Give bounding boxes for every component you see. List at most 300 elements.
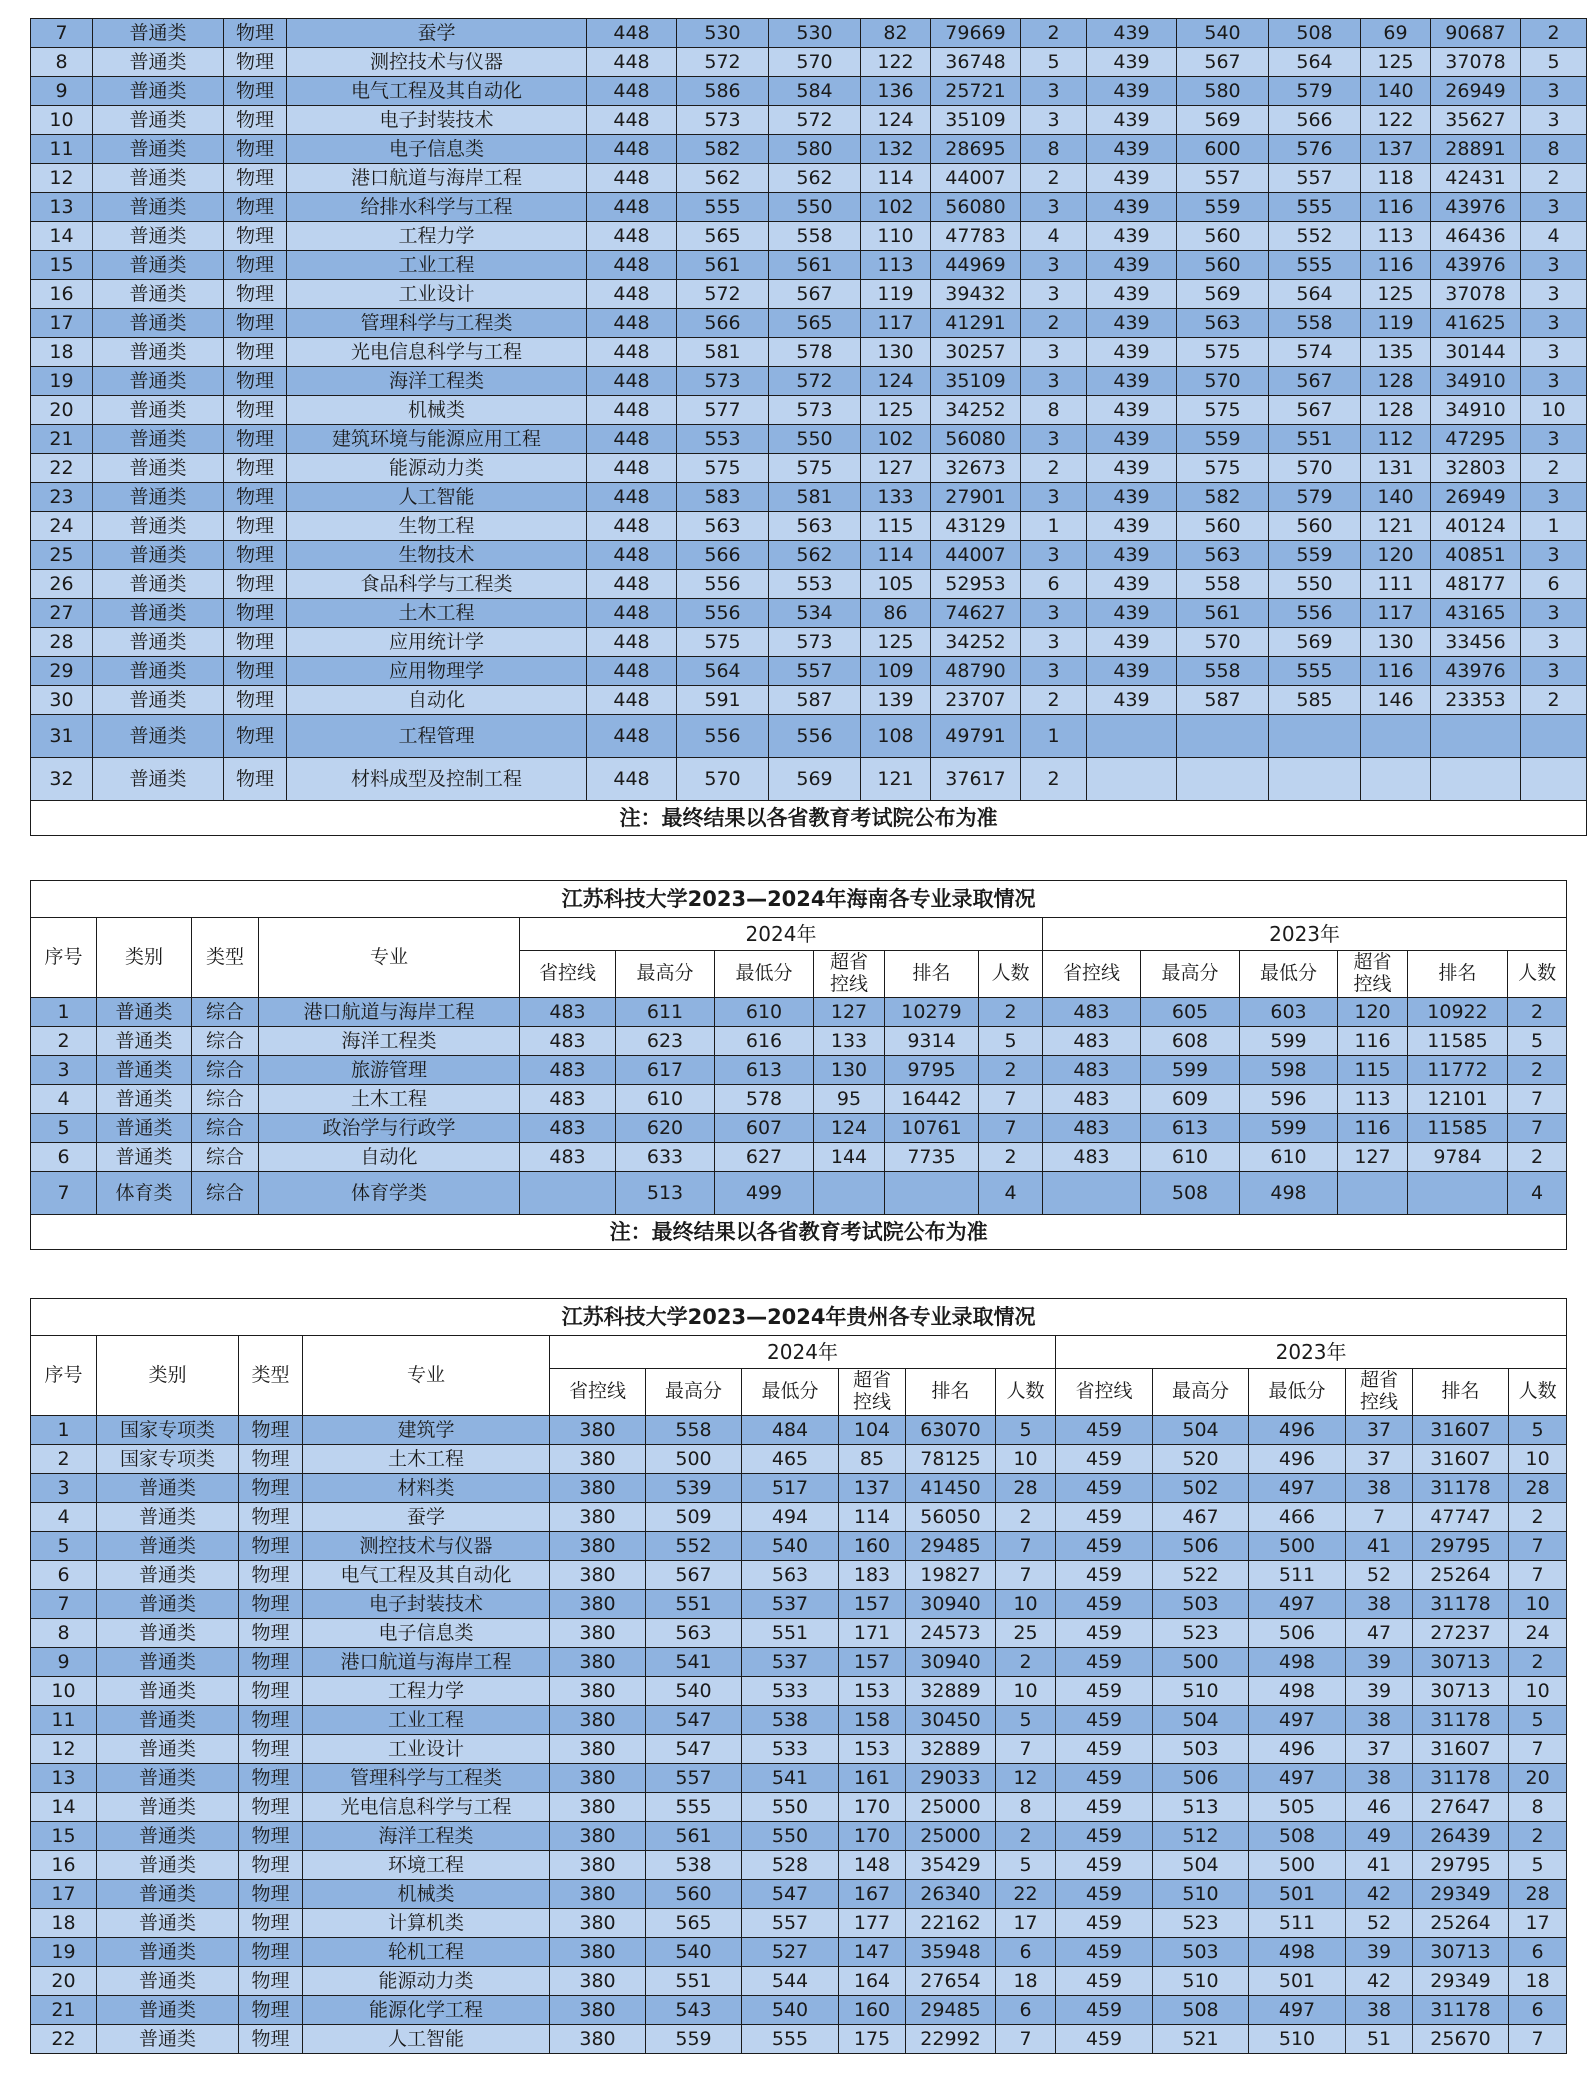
table-cell: 7: [1509, 1532, 1567, 1561]
table-cell: [1087, 715, 1177, 758]
table-row: [31, 309, 1587, 338]
table-cell: 7: [1509, 2025, 1567, 2054]
table-cell: 物理: [239, 1938, 303, 1967]
table-cell: 6: [1509, 1938, 1567, 1967]
table-cell: 普通类: [93, 657, 224, 686]
table-cell: 448: [587, 309, 677, 338]
table-cell: 2: [1021, 19, 1087, 48]
table-cell: 1: [1521, 512, 1587, 541]
table-cell: 599: [1240, 1114, 1338, 1143]
table-cell: 1: [31, 998, 97, 1027]
table-cell: 116: [1338, 1114, 1408, 1143]
table-cell: 17: [31, 309, 93, 338]
table-cell: 20: [31, 396, 93, 425]
table-cell: 555: [742, 2025, 839, 2054]
table-cell: 国家专项类: [97, 1445, 239, 1474]
table-cell: 508: [1153, 1996, 1249, 2025]
table-cell: 496: [1249, 1445, 1346, 1474]
table-cell: 560: [1177, 222, 1269, 251]
table-cell: 24: [31, 512, 93, 541]
table-cell: 物理: [239, 1793, 303, 1822]
table-cell: [1521, 758, 1587, 801]
table-row: [31, 1085, 1567, 1114]
table-cell: 2: [1021, 164, 1087, 193]
table-cell: 577: [677, 396, 769, 425]
table-cell: 2: [1509, 1648, 1567, 1677]
sub-header-cell: 省控线: [1043, 951, 1141, 998]
table-cell: 439: [1087, 512, 1177, 541]
table-cell: 普通类: [93, 222, 224, 251]
table-cell: 557: [742, 1909, 839, 1938]
table-cell: 497: [1249, 1590, 1346, 1619]
table-cell: 11585: [1408, 1027, 1508, 1056]
table-cell: 140: [1361, 483, 1431, 512]
header-year-2023: 2023年: [1043, 918, 1567, 951]
table-cell: 物理: [224, 599, 287, 628]
table-cell: 459: [1056, 1503, 1153, 1532]
table-cell: 497: [1249, 1474, 1346, 1503]
table-cell: 31607: [1413, 1445, 1509, 1474]
table-cell: 32889: [906, 1677, 996, 1706]
table-cell: 39432: [931, 280, 1021, 309]
header-category: 类别: [97, 918, 192, 998]
table-cell: 42: [1346, 1880, 1413, 1909]
table-cell: 557: [769, 657, 861, 686]
table-cell: [1338, 1172, 1408, 1215]
table-cell: 30257: [931, 338, 1021, 367]
table-cell: 581: [769, 483, 861, 512]
table-cell: 43129: [931, 512, 1021, 541]
table-cell: 物理: [239, 1503, 303, 1532]
table-cell: 28: [1509, 1880, 1567, 1909]
table-row: [31, 1735, 1567, 1764]
table-cell: 600: [1177, 135, 1269, 164]
table-cell: 605: [1141, 998, 1240, 1027]
table-cell: 普通类: [97, 1880, 239, 1909]
table-cell: 439: [1087, 599, 1177, 628]
table-cell: 86: [861, 599, 931, 628]
table-cell: 16: [31, 280, 93, 309]
table-cell: 物理: [224, 483, 287, 512]
table-cell: 439: [1087, 77, 1177, 106]
table-cell: 3: [1521, 425, 1587, 454]
table-cell: 普通类: [93, 135, 224, 164]
table-cell: 蚕学: [287, 19, 587, 48]
table-cell: 570: [1177, 367, 1269, 396]
table-cell: 573: [769, 396, 861, 425]
table-cell: 547: [646, 1706, 742, 1735]
table-cell: 161: [839, 1764, 906, 1793]
table-cell: 448: [587, 280, 677, 309]
table-cell: 157: [839, 1648, 906, 1677]
table-cell: 18: [31, 1909, 97, 1938]
table-cell: 10: [1509, 1677, 1567, 1706]
table-cell: 513: [1153, 1793, 1249, 1822]
table-cell: 29033: [906, 1764, 996, 1793]
table-cell: 普通类: [97, 1027, 192, 1056]
table-cell: 110: [861, 222, 931, 251]
table-cell: 613: [715, 1056, 814, 1085]
table-cell: 551: [742, 1619, 839, 1648]
table-cell: 8: [1021, 396, 1087, 425]
table-cell: 560: [646, 1880, 742, 1909]
table-cell: 物理: [239, 1909, 303, 1938]
table-cell: 579: [1269, 77, 1361, 106]
table-cell: 26439: [1413, 1822, 1509, 1851]
table-row: [31, 657, 1587, 686]
table-cell: 572: [677, 280, 769, 309]
table-cell: 35429: [906, 1851, 996, 1880]
table-cell: 7: [1509, 1561, 1567, 1590]
table-cell: 环境工程: [303, 1851, 550, 1880]
table-row: [31, 367, 1587, 396]
table-cell: 8: [996, 1793, 1056, 1822]
table-cell: 14: [31, 1793, 97, 1822]
table-cell: 118: [1361, 164, 1431, 193]
table-cell: 544: [742, 1967, 839, 1996]
table-cell: 459: [1056, 1677, 1153, 1706]
table-cell: 504: [1153, 1851, 1249, 1880]
table-cell: 2: [996, 1822, 1056, 1851]
table-cell: 380: [550, 1561, 646, 1590]
table-cell: 559: [1269, 541, 1361, 570]
table-cell: 553: [677, 425, 769, 454]
table-cell: 131: [1361, 454, 1431, 483]
table-cell: 504: [1153, 1416, 1249, 1445]
table-cell: 511: [1249, 1561, 1346, 1590]
table-cell: 18: [31, 338, 93, 367]
table-cell: 459: [1056, 1967, 1153, 1996]
table-cell: 599: [1240, 1027, 1338, 1056]
table-cell: 56050: [906, 1503, 996, 1532]
table-cell: 23353: [1431, 686, 1521, 715]
table-cell: 综合: [192, 1056, 259, 1085]
table-cell: 28: [31, 628, 93, 657]
table-cell: 3: [1021, 541, 1087, 570]
table-cell: 127: [861, 454, 931, 483]
table-cell: 160: [839, 1996, 906, 2025]
header-year-2024: 2024年: [520, 918, 1043, 951]
table-cell: 608: [1141, 1027, 1240, 1056]
table-cell: 5: [1509, 1851, 1567, 1880]
table-cell: 114: [861, 164, 931, 193]
table-cell: 505: [1249, 1793, 1346, 1822]
table-cell: 136: [861, 77, 931, 106]
table-cell: 普通类: [97, 1503, 239, 1532]
table-cell: 448: [587, 454, 677, 483]
table-cell: 575: [769, 454, 861, 483]
table-cell: 503: [1153, 1938, 1249, 1967]
table-cell: 3: [1021, 483, 1087, 512]
table-cell: 551: [1269, 425, 1361, 454]
table-cell: 40124: [1431, 512, 1521, 541]
table-cell: 506: [1153, 1764, 1249, 1793]
table-cell: 497: [1249, 1764, 1346, 1793]
table-cell: 448: [587, 164, 677, 193]
table-cell: 603: [1240, 998, 1338, 1027]
table-cell: 567: [1269, 396, 1361, 425]
table-cell: 541: [742, 1764, 839, 1793]
table-cell: 海洋工程类: [259, 1027, 520, 1056]
table-cell: 3: [1021, 193, 1087, 222]
table-cell: 25: [996, 1619, 1056, 1648]
table-cell: 573: [769, 628, 861, 657]
table-cell: 普通类: [97, 2025, 239, 2054]
table-cell: 124: [861, 106, 931, 135]
table-cell: 海洋工程类: [303, 1822, 550, 1851]
table-cell: 56080: [931, 193, 1021, 222]
table-cell: 5: [1508, 1027, 1567, 1056]
table-title: 江苏科技大学2023—2024年海南各专业录取情况: [31, 881, 1567, 918]
table-cell: 563: [742, 1561, 839, 1590]
table-cell: 439: [1087, 483, 1177, 512]
table-cell: 10: [31, 1677, 97, 1706]
table-cell: 102: [861, 425, 931, 454]
table-cell: 113: [1361, 222, 1431, 251]
table-cell: 蚕学: [303, 1503, 550, 1532]
table-row: [31, 1503, 1567, 1532]
table-cell: 566: [1269, 106, 1361, 135]
sub-header-cell: 最低分: [1249, 1369, 1346, 1416]
table-cell: 4: [1021, 222, 1087, 251]
table-cell: 7: [31, 1172, 97, 1215]
table-cell: 工程管理: [287, 715, 587, 758]
table-body: [31, 998, 1567, 1215]
table-cell: 558: [1177, 570, 1269, 599]
table-cell: 14: [31, 222, 93, 251]
table-cell: 5: [31, 1114, 97, 1143]
table-cell: 15: [31, 251, 93, 280]
table-cell: 土木工程: [259, 1085, 520, 1114]
table-row: [31, 483, 1587, 512]
table-cell: 459: [1056, 1706, 1153, 1735]
table-row: [31, 1706, 1567, 1735]
table-cell: 153: [839, 1677, 906, 1706]
table-cell: 电子封装技术: [303, 1590, 550, 1619]
table-cell: 18: [996, 1967, 1056, 1996]
table-cell: 8: [31, 1619, 97, 1648]
table-cell: 10922: [1408, 998, 1508, 1027]
table-cell: 普通类: [93, 570, 224, 599]
table-cell: 556: [677, 599, 769, 628]
table-cell: 574: [1269, 338, 1361, 367]
table-cell: 2: [979, 1143, 1043, 1172]
table-cell: 普通类: [97, 1677, 239, 1706]
table-cell: 82: [861, 19, 931, 48]
table-cell: 47295: [1431, 425, 1521, 454]
table-cell: 380: [550, 1764, 646, 1793]
table-cell: 523: [1153, 1619, 1249, 1648]
table-cell: 自动化: [287, 686, 587, 715]
table-cell: 439: [1087, 19, 1177, 48]
table-cell: 511: [1249, 1909, 1346, 1938]
table-cell: 130: [1361, 628, 1431, 657]
table-cell: 物理: [224, 454, 287, 483]
table-cell: 1: [1021, 512, 1087, 541]
table-cell: 576: [1269, 135, 1361, 164]
table-cell: 448: [587, 570, 677, 599]
table-cell: 459: [1056, 1735, 1153, 1764]
table-cell: 448: [587, 222, 677, 251]
table-cell: 38: [1346, 1996, 1413, 2025]
table-cell: 380: [550, 1909, 646, 1938]
table-cell: 380: [550, 1445, 646, 1474]
table-cell: 448: [587, 628, 677, 657]
table-cell: 508: [1141, 1172, 1240, 1215]
table-cell: 2: [996, 1503, 1056, 1532]
table-cell: 122: [1361, 106, 1431, 135]
table-cell: 114: [861, 541, 931, 570]
table-cell: 584: [769, 77, 861, 106]
table-cell: 43165: [1431, 599, 1521, 628]
table-cell: 7735: [885, 1143, 979, 1172]
table-cell: 591: [677, 686, 769, 715]
table-cell: 502: [1153, 1474, 1249, 1503]
table-cell: 380: [550, 1822, 646, 1851]
table-cell: 41450: [906, 1474, 996, 1503]
table-cell: 109: [861, 657, 931, 686]
table-cell: 6: [996, 1938, 1056, 1967]
table-cell: 448: [587, 48, 677, 77]
table-cell: 5: [996, 1851, 1056, 1880]
header-type: 类型: [192, 918, 259, 998]
table-cell: 560: [1269, 512, 1361, 541]
table-cell: 物理: [224, 19, 287, 48]
table-cell: 580: [1177, 77, 1269, 106]
table-cell: 540: [646, 1938, 742, 1967]
table-cell: 25: [31, 541, 93, 570]
table-cell: 普通类: [93, 425, 224, 454]
table-cell: 552: [646, 1532, 742, 1561]
table-cell: 570: [677, 758, 769, 801]
table-cell: 普通类: [97, 1561, 239, 1590]
table-cell: 483: [520, 1027, 616, 1056]
table-cell: 79669: [931, 19, 1021, 48]
table-cell: 586: [677, 77, 769, 106]
table-cell: 33456: [1431, 628, 1521, 657]
table-cell: 528: [742, 1851, 839, 1880]
table-cell: 土木工程: [303, 1445, 550, 1474]
table-cell: 物理: [239, 1822, 303, 1851]
table-cell: 567: [646, 1561, 742, 1590]
table-cell: 17: [996, 1909, 1056, 1938]
table-cell: 35948: [906, 1938, 996, 1967]
table-cell: 47: [1346, 1619, 1413, 1648]
table-cell: 普通类: [93, 512, 224, 541]
table-cell: 3: [1021, 367, 1087, 396]
table-cell: 483: [520, 1114, 616, 1143]
table-cell: 448: [587, 77, 677, 106]
table-cell: 轮机工程: [303, 1938, 550, 1967]
sub-header-cell: 人数: [996, 1369, 1056, 1416]
table-cell: 31178: [1413, 1590, 1509, 1619]
table-cell: 459: [1056, 2025, 1153, 2054]
table-cell: 448: [587, 19, 677, 48]
table-cell: 439: [1087, 570, 1177, 599]
table-cell: 3: [1021, 106, 1087, 135]
table-cell: 32803: [1431, 454, 1521, 483]
table-cell: 459: [1056, 1532, 1153, 1561]
table-cell: 513: [616, 1172, 715, 1215]
table-cell: 610: [715, 998, 814, 1027]
header-type: 类型: [239, 1336, 303, 1416]
table-cell: 459: [1056, 1793, 1153, 1822]
table-cell: 工程力学: [287, 222, 587, 251]
table-cell: 7: [996, 1735, 1056, 1764]
table-cell: 439: [1087, 193, 1177, 222]
table-cell: 普通类: [97, 1474, 239, 1503]
table-cell: 20: [31, 1967, 97, 1996]
table-cell: 23707: [931, 686, 1021, 715]
table-cell: 7: [996, 2025, 1056, 2054]
table-cell: 物理: [224, 686, 287, 715]
table-cell: 人工智能: [303, 2025, 550, 2054]
table-cell: 普通类: [97, 1735, 239, 1764]
table-cell: 128: [1361, 396, 1431, 425]
table-cell: 537: [742, 1648, 839, 1677]
table-cell: 508: [1269, 19, 1361, 48]
table-cell: 380: [550, 1706, 646, 1735]
table-row: [31, 19, 1587, 48]
table-cell: [1269, 758, 1361, 801]
table-cell: 12: [31, 1735, 97, 1764]
table-cell: 普通类: [93, 686, 224, 715]
table-cell: 综合: [192, 998, 259, 1027]
table-cell: 496: [1249, 1735, 1346, 1764]
table-cell: 530: [677, 19, 769, 48]
table-row: [31, 1677, 1567, 1706]
table-cell: 448: [587, 657, 677, 686]
table-cell: 633: [616, 1143, 715, 1172]
table-cell: 普通类: [93, 193, 224, 222]
table-cell: 561: [677, 251, 769, 280]
table-note: 注：最终结果以各省教育考试院公布为准: [31, 801, 1587, 836]
table-cell: 448: [587, 483, 677, 512]
table-cell: 550: [769, 425, 861, 454]
table-row: [31, 1967, 1567, 1996]
table-row: [31, 998, 1567, 1027]
table-cell: 国家专项类: [97, 1416, 239, 1445]
table-cell: 普通类: [93, 309, 224, 338]
table-cell: 561: [769, 251, 861, 280]
table-cell: 26949: [1431, 483, 1521, 512]
table-cell: 572: [677, 48, 769, 77]
table-cell: 7: [1509, 1735, 1567, 1764]
table-cell: 6: [1509, 1996, 1567, 2025]
table-cell: 125: [1361, 48, 1431, 77]
table-cell: 32: [31, 758, 93, 801]
table-cell: 496: [1249, 1416, 1346, 1445]
table-cell: 558: [1177, 657, 1269, 686]
table-cell: 2: [996, 1648, 1056, 1677]
table-cell: 25721: [931, 77, 1021, 106]
table-cell: 36748: [931, 48, 1021, 77]
table-cell: 物理: [224, 164, 287, 193]
table-cell: 43976: [1431, 251, 1521, 280]
table-cell: 46: [1346, 1793, 1413, 1822]
table-cell: 540: [742, 1996, 839, 2025]
table-cell: 43976: [1431, 657, 1521, 686]
sub-header-cell: 超省 控线: [814, 951, 885, 998]
table-cell: 3: [1521, 280, 1587, 309]
sub-header-cell: 省控线: [1056, 1369, 1153, 1416]
table-cell: 508: [1249, 1822, 1346, 1851]
table-cell: 7: [996, 1561, 1056, 1590]
table-cell: 普通类: [97, 1851, 239, 1880]
table-cell: 38: [1346, 1590, 1413, 1619]
table-cell: 578: [769, 338, 861, 367]
table-cell: 439: [1087, 48, 1177, 77]
